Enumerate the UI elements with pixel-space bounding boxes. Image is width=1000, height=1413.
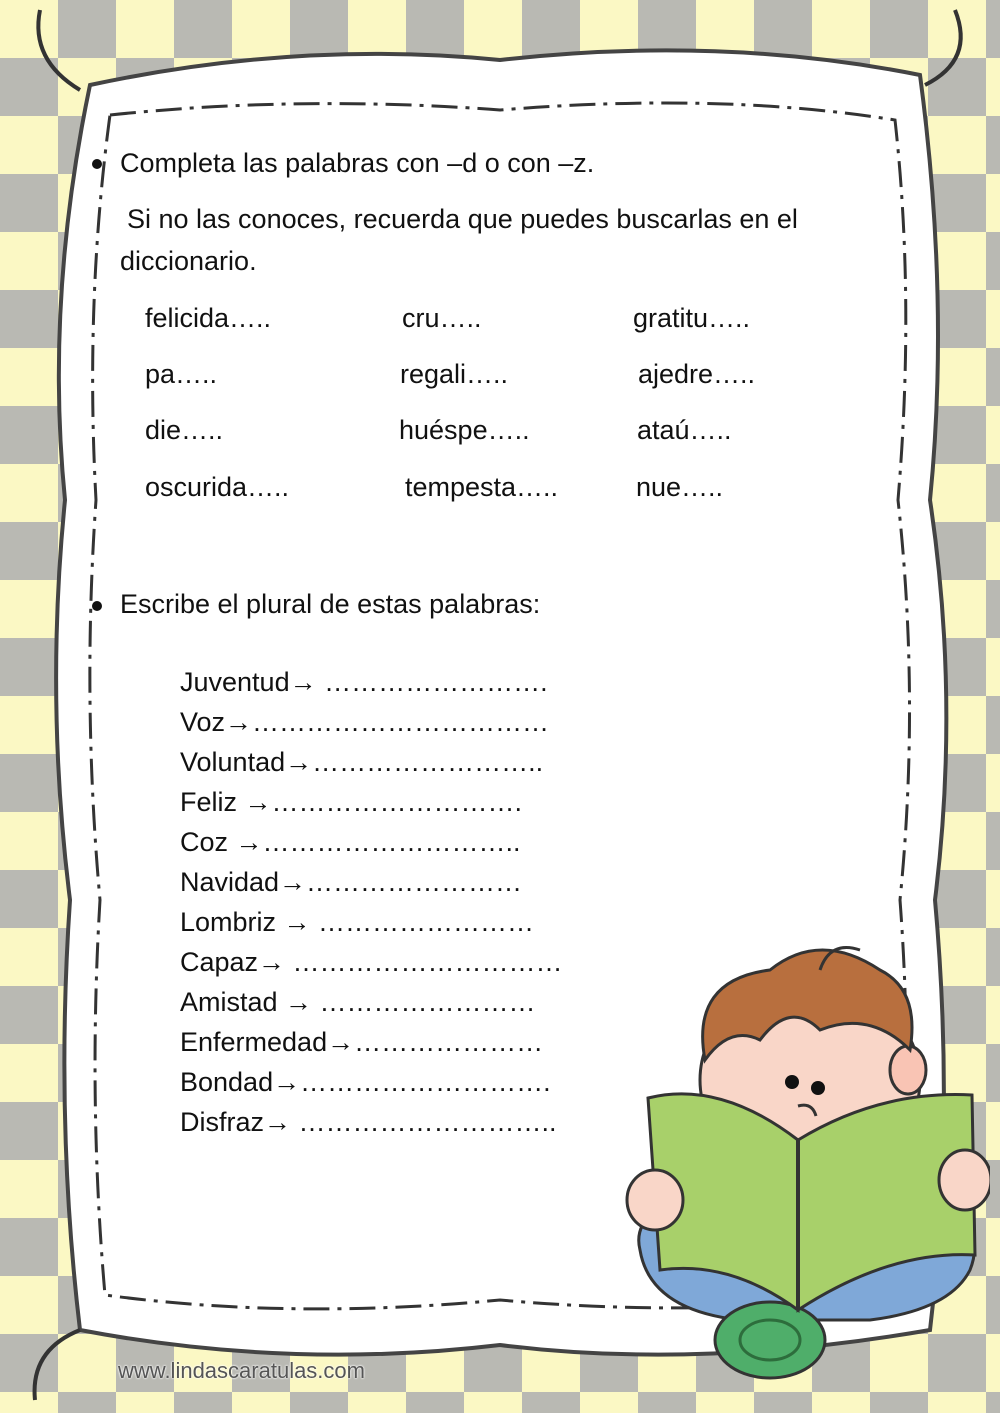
plural-item: Bondad→………………………. [180, 1067, 551, 1097]
plural-item: Voluntad→…………………….. [180, 747, 544, 777]
word-fill-blank: tempesta….. [405, 472, 559, 502]
plural-item: Disfraz→ ……………………….. [180, 1107, 557, 1137]
plural-item: Juventud→ ……………………. [180, 667, 548, 697]
boy-eye-left [785, 1075, 799, 1089]
bullet-1 [92, 159, 102, 169]
plural-item: Feliz →………………………. [180, 787, 523, 817]
hint-line-2: diccionario. [120, 246, 257, 276]
word-fill-blank: cru….. [402, 303, 482, 333]
instruction-write-plural: Escribe el plural de estas palabras: [120, 589, 541, 619]
instruction-complete-words: Completa las palabras con –d o con –z. [120, 148, 595, 178]
frame-swirl-tl [38, 10, 80, 90]
plural-item: Voz→…………………………… [180, 707, 550, 737]
plural-item: Enfermedad→………………… [180, 1027, 544, 1057]
hint-line-1: Si no las conoces, recuerda que puedes buscarlas en el [127, 204, 798, 234]
word-fill-blank: die….. [145, 415, 224, 445]
website-url: www.lindascaratulas.com [118, 1358, 365, 1383]
plural-item: Amistad → …………………… [180, 987, 536, 1017]
frame-swirl-bl [35, 1330, 80, 1400]
boy-shoe [715, 1302, 825, 1378]
bullet-2 [92, 601, 102, 611]
word-fill-blank: regali….. [400, 359, 509, 389]
word-fill-blank: gratitu….. [633, 303, 751, 333]
boy-ear [890, 1046, 926, 1094]
frame-swirl-tr [925, 10, 961, 85]
word-fill-blank: pa….. [145, 359, 218, 389]
word-fill-blank: ajedre….. [638, 359, 756, 389]
word-fill-blank: nue….. [636, 472, 724, 502]
word-fill-blank: ataú….. [637, 415, 732, 445]
boy-hand-right [939, 1150, 990, 1210]
word-fill-blank: oscurida….. [145, 472, 290, 502]
boy-eye-right [811, 1081, 825, 1095]
boy-hand-left [627, 1170, 683, 1230]
plural-item: Capaz→ ………………………… [180, 947, 563, 977]
word-fill-blank: felicida….. [145, 303, 272, 333]
boy-reading-book-icon [620, 930, 990, 1390]
plural-item: Coz →……………………….. [180, 827, 521, 857]
word-fill-blank: huéspe….. [399, 415, 530, 445]
plural-item: Lombriz → …………………… [180, 907, 535, 937]
plural-item: Navidad→…………………… [180, 867, 523, 897]
